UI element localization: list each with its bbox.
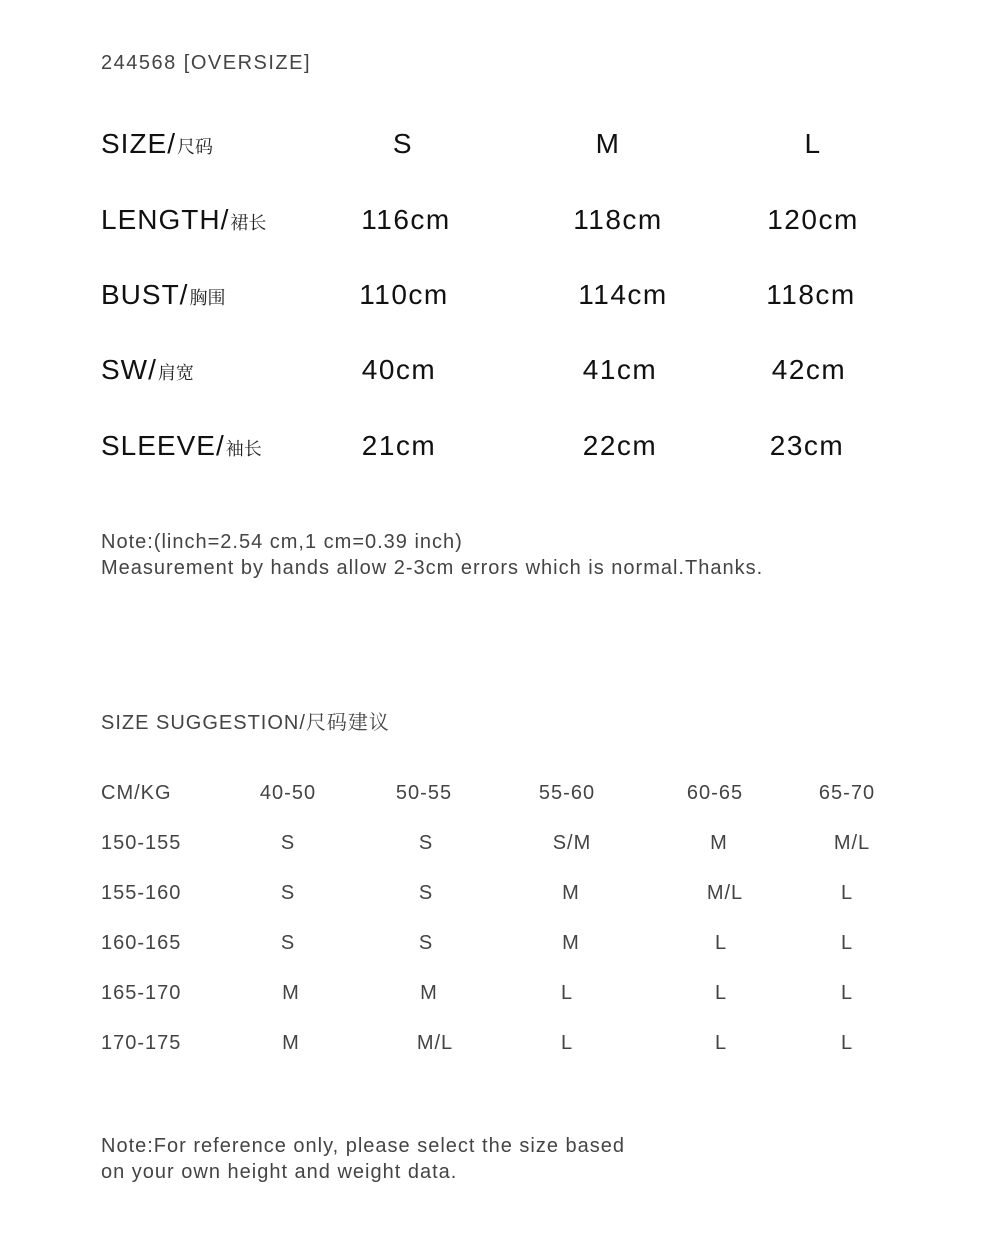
size-suggestion-cell: L xyxy=(560,1032,574,1054)
measure-note-line-1: Note:(linch=2.54 cm,1 cm=0.39 inch) xyxy=(101,531,463,553)
size-suggestion-cell: M xyxy=(710,832,728,854)
corner-label: CM/KG xyxy=(101,782,172,804)
size-cell: 118cm xyxy=(573,204,663,235)
size-chart-row-bust xyxy=(0,275,1000,315)
size-chart-row-sw xyxy=(0,350,1000,390)
size-cell: 118cm xyxy=(766,279,856,310)
row-label: SIZE/尺码 xyxy=(101,128,214,159)
size-suggestion-cell: L xyxy=(560,982,574,1004)
size-suggestion-cell: M/L xyxy=(706,882,744,904)
table-row xyxy=(0,932,1000,962)
height-label: 150-155 xyxy=(101,832,182,854)
table-row xyxy=(0,1032,1000,1062)
size-chart-row-length xyxy=(0,200,1000,240)
weight-header: 60-65 xyxy=(686,782,744,804)
size-suggestion-cell: L xyxy=(714,932,728,954)
measure-note-line-2: Measurement by hands allow 2-3cm errors which is normal.Thanks. xyxy=(101,557,764,579)
size-suggestion-cell: M xyxy=(562,932,580,954)
size-suggestion-cell: M xyxy=(420,982,438,1004)
height-label: 165-170 xyxy=(101,982,182,1004)
size-cell: S xyxy=(392,128,414,159)
reference-note-line-2: on your own height and weight data. xyxy=(101,1161,458,1183)
weight-header: 50-55 xyxy=(395,782,453,804)
weight-header: 40-50 xyxy=(259,782,317,804)
row-label: SW/肩宽 xyxy=(101,354,194,385)
weight-header: 55-60 xyxy=(538,782,596,804)
height-label: 160-165 xyxy=(101,932,182,954)
product-code: 244568 [OVERSIZE] xyxy=(101,52,312,74)
size-cell: 40cm xyxy=(361,354,437,385)
table-row xyxy=(0,882,1000,912)
row-label: BUST/胸围 xyxy=(101,279,226,310)
size-suggestion-cell: M xyxy=(282,982,300,1004)
size-cell: L xyxy=(804,128,822,159)
size-cell: M xyxy=(595,128,621,159)
size-chart-row-size xyxy=(0,124,1000,164)
size-cell: 110cm xyxy=(359,279,449,310)
size-suggestion-cell: L xyxy=(840,982,854,1004)
size-suggestion-cell: M xyxy=(562,882,580,904)
weight-header: 65-70 xyxy=(818,782,876,804)
size-suggestion-cell: S xyxy=(280,932,296,954)
size-suggestion-cell: S xyxy=(280,882,296,904)
size-suggestion-cell: L xyxy=(840,932,854,954)
table-row xyxy=(0,832,1000,862)
size-cell: 114cm xyxy=(578,279,668,310)
size-cell: 116cm xyxy=(361,204,451,235)
size-suggestion-cell: L xyxy=(714,1032,728,1054)
size-suggestion-cell: S xyxy=(418,882,434,904)
size-suggestion-title: SIZE SUGGESTION/尺码建议 xyxy=(101,710,390,734)
size-chart-row-sleeve xyxy=(0,426,1000,466)
size-cell: 21cm xyxy=(361,430,437,461)
table-row xyxy=(0,982,1000,1012)
size-suggestion-cell: M xyxy=(282,1032,300,1054)
height-label: 170-175 xyxy=(101,1032,182,1054)
size-suggestion-cell: S/M xyxy=(552,832,592,854)
size-cell: 120cm xyxy=(767,204,859,235)
size-cell: 23cm xyxy=(769,430,845,461)
size-cell: 41cm xyxy=(582,354,658,385)
size-suggestion-cell: S xyxy=(418,932,434,954)
size-suggestion-cell: M/L xyxy=(833,832,871,854)
size-suggestion-cell: L xyxy=(840,882,854,904)
row-label: LENGTH/裙长 xyxy=(101,204,267,235)
size-suggestion-cell: M/L xyxy=(416,1032,454,1054)
size-suggestion-cell: S xyxy=(280,832,296,854)
reference-note-line-1: Note:For reference only, please select the size based xyxy=(101,1135,625,1157)
size-cell: 22cm xyxy=(582,430,658,461)
size-cell: 42cm xyxy=(771,354,847,385)
size-suggestion-cell: L xyxy=(714,982,728,1004)
size-suggestion-cell: S xyxy=(418,832,434,854)
size-suggestion-cell: L xyxy=(840,1032,854,1054)
height-label: 155-160 xyxy=(101,882,182,904)
suggestion-header-row xyxy=(0,782,1000,812)
row-label: SLEEVE/袖长 xyxy=(101,430,262,461)
